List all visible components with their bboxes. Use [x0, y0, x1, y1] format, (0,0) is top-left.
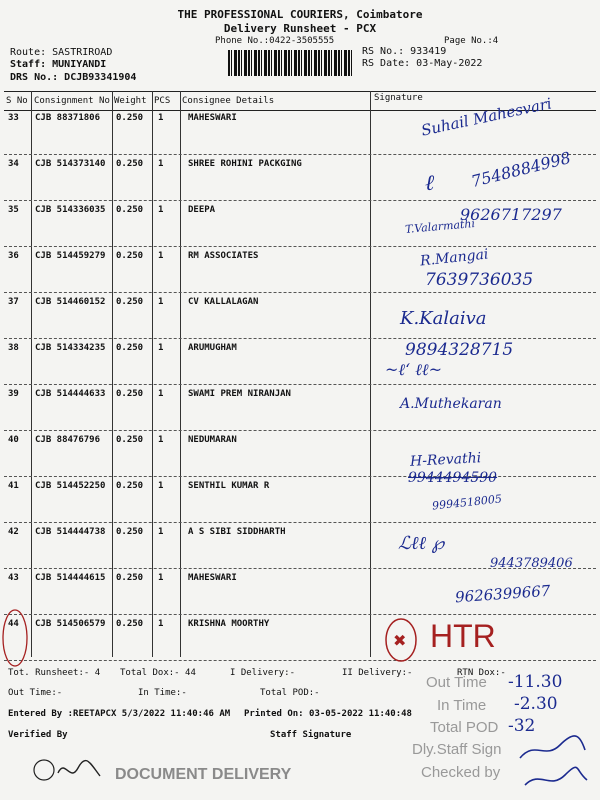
- row-consignee: DEEPA: [188, 205, 216, 215]
- row-consignment: CJB 88371806: [35, 113, 101, 123]
- row-divider: [4, 384, 596, 385]
- row-weight: 0.250: [116, 619, 144, 629]
- handwritten-signature: ~ℓ‘ ℓℓ~: [385, 360, 442, 379]
- row-sno: 43: [8, 573, 19, 583]
- staff-signature: Staff Signature: [270, 730, 352, 740]
- row-sno: 42: [8, 527, 19, 537]
- row-divider: [4, 246, 596, 247]
- table-row: [4, 616, 596, 662]
- row-weight: 0.250: [116, 297, 144, 307]
- handwritten-phone: 9994518005: [431, 492, 503, 513]
- tot-runsheet: Tot. Runsheet:- 4: [8, 668, 101, 678]
- row-consignee: RM ASSOCIATES: [188, 251, 259, 261]
- handwritten-mark: HTR: [430, 618, 496, 654]
- barcode: [228, 50, 354, 76]
- row-consignee: NEDUMARAN: [188, 435, 237, 445]
- row-pcs: 1: [158, 343, 164, 353]
- rtn-dox: RTN Dox:-: [457, 668, 506, 678]
- row-consignee: KRISHNA MOORTHY: [188, 619, 270, 629]
- handwritten-phone: 9894328715: [405, 340, 514, 360]
- row-weight: 0.250: [116, 481, 144, 491]
- handwritten-name: K.Kalaiva: [400, 308, 487, 329]
- checker-signature: [515, 730, 595, 796]
- row-consignee: MAHESWARI: [188, 113, 237, 123]
- table-row: [4, 294, 596, 340]
- col-weight: Weight: [114, 96, 147, 106]
- drs-number: DRS No.: DCJB93341904: [10, 72, 137, 83]
- row-pcs: 1: [158, 159, 164, 169]
- in-time: In Time:-: [138, 688, 187, 698]
- row-sno: 38: [8, 343, 19, 353]
- row-weight: 0.250: [116, 205, 144, 215]
- row-divider: [4, 338, 596, 339]
- stamp-in-time: In Time: [437, 697, 487, 714]
- row-consignee: MAHESWARI: [188, 573, 237, 583]
- verifier-signature: [30, 748, 110, 792]
- row-consignee: A S SIBI SIDDHARTH: [188, 527, 286, 537]
- row-sno: 39: [8, 389, 19, 399]
- row-sno: 35: [8, 205, 19, 215]
- row-consignment: CJB 514334235: [35, 343, 106, 353]
- row-consignee: SENTHIL KUMAR R: [188, 481, 270, 491]
- row-consignment: CJB 514444633: [35, 389, 106, 399]
- row-consignment: CJB 514444738: [35, 527, 106, 537]
- handwritten-name: T.Valarmathi: [404, 216, 476, 237]
- row-pcs: 1: [158, 113, 164, 123]
- handwritten-phone: 9626399667: [454, 581, 551, 607]
- row-consignment: CJB 514336035: [35, 205, 106, 215]
- handwritten-name: H-Revathi: [409, 450, 482, 470]
- handwritten-phone: 9443789406: [490, 556, 573, 571]
- row-pcs: 1: [158, 573, 164, 583]
- row-weight: 0.250: [116, 389, 144, 399]
- row-consignee: CV KALLALAGAN: [188, 297, 259, 307]
- col-consignment: Consignment No: [34, 96, 110, 106]
- row-consignment: CJB 514373140: [35, 159, 106, 169]
- total-dox: Total Dox:- 44: [120, 668, 196, 678]
- stamp-out-time: Out Time: [426, 674, 487, 691]
- verified-by: Verified By: [8, 730, 68, 740]
- row-weight: 0.250: [116, 251, 144, 261]
- ii-delivery: II Delivery:-: [342, 668, 413, 678]
- route-label: Route: SASTRIROAD: [10, 47, 113, 58]
- handwritten-total-pod: -32: [508, 716, 536, 736]
- handwritten-signature: ℓ: [425, 171, 435, 196]
- stamp-dly-staff-sign: Dly.Staff Sign: [412, 741, 502, 758]
- stamp-checked-by: Checked by: [421, 764, 501, 781]
- col-consignee: Consignee Details: [182, 96, 275, 106]
- col-signature: Signature: [374, 93, 423, 103]
- row-sno: 41: [8, 481, 19, 491]
- handwritten-signature: ℒℓℓ ℘: [398, 533, 445, 554]
- handwritten-name: R.Mangai: [419, 246, 490, 270]
- row-sno: 36: [8, 251, 19, 261]
- handwritten-phone: 7639736035: [425, 270, 534, 290]
- red-circle-mark: [383, 615, 419, 665]
- col-pcs: PCS: [154, 96, 171, 106]
- row-sno: 40: [8, 435, 19, 445]
- row-divider: [4, 522, 596, 523]
- row-divider: [4, 154, 596, 155]
- row-sno: 34: [8, 159, 19, 169]
- row-pcs: 1: [158, 527, 164, 537]
- row-divider: [4, 200, 596, 201]
- row-consignment: CJB 88476796: [35, 435, 101, 445]
- row-divider: [4, 292, 596, 293]
- handwritten-signature: Suhail Mahesvari: [419, 94, 554, 140]
- printed-on: Printed On: 03-05-2022 11:40:48: [244, 709, 412, 719]
- page-number: Page No.:4: [444, 36, 499, 46]
- row-consignment: CJB 514460152: [35, 297, 106, 307]
- row-pcs: 1: [158, 619, 164, 629]
- total-pod: Total POD:-: [260, 688, 320, 698]
- row-weight: 0.250: [116, 573, 144, 583]
- row-sno: 37: [8, 297, 19, 307]
- handwritten-phone: 9944494590: [408, 470, 498, 486]
- row-pcs: 1: [158, 297, 164, 307]
- row-divider: [4, 476, 596, 477]
- phone-number: Phone No.:0422-3505555: [215, 36, 335, 46]
- company-name: THE PROFESSIONAL COURIERS, Coimbatore: [177, 8, 423, 21]
- row-weight: 0.250: [116, 159, 144, 169]
- handwritten-out-time: -11.30: [508, 672, 563, 692]
- row-consignment: CJB 514444615: [35, 573, 106, 583]
- row-divider: [4, 660, 596, 661]
- row-weight: 0.250: [116, 527, 144, 537]
- row-pcs: 1: [158, 251, 164, 261]
- row-pcs: 1: [158, 481, 164, 491]
- row-consignment: CJB 514459279: [35, 251, 106, 261]
- row-pcs: 1: [158, 205, 164, 215]
- staff-label: Staff: MUNIYANDI: [10, 59, 107, 70]
- row-divider: [4, 614, 596, 615]
- col-sno: S No: [6, 96, 28, 106]
- row-weight: 0.250: [116, 343, 144, 353]
- handwritten-in-time: -2.30: [514, 694, 558, 714]
- out-time: Out Time:-: [8, 688, 63, 698]
- row-consignee: SHREE ROHINI PACKGING: [188, 159, 302, 169]
- table-row: [4, 386, 596, 432]
- red-circle-mark: [1, 608, 31, 668]
- rs-number: RS No.: 933419: [362, 46, 447, 57]
- handwritten-phone: 9626717297: [460, 205, 562, 224]
- row-consignee: ARUMUGHAM: [188, 343, 237, 353]
- stamp-total-pod: Total POD: [430, 719, 499, 736]
- row-consignment: CJB 514452250: [35, 481, 106, 491]
- row-consignment: CJB 514506579: [35, 619, 106, 629]
- row-weight: 0.250: [116, 435, 144, 445]
- row-divider: [4, 430, 596, 431]
- rs-date: RS Date: 03-May-2022: [362, 58, 483, 69]
- row-weight: 0.250: [116, 113, 144, 123]
- row-sno: 44: [8, 619, 19, 629]
- handwritten-phone: 7548884998: [469, 147, 573, 192]
- document-delivery-stamp: DOCUMENT DELIVERY: [115, 766, 292, 783]
- table-row: [4, 432, 596, 478]
- i-delivery: I Delivery:-: [230, 668, 296, 678]
- row-pcs: 1: [158, 389, 164, 399]
- handwritten-name: A.Muthekaran: [400, 396, 502, 412]
- entered-by: Entered By :REETAPCX 5/3/2022 11:40:46 AM: [8, 709, 231, 719]
- document-title: Delivery Runsheet - PCX: [223, 22, 377, 35]
- row-pcs: 1: [158, 435, 164, 445]
- row-consignee: SWAMI PREM NIRANJAN: [188, 389, 291, 399]
- svg-text:✖: ✖: [393, 631, 407, 650]
- table-row: [4, 478, 596, 524]
- row-sno: 33: [8, 113, 19, 123]
